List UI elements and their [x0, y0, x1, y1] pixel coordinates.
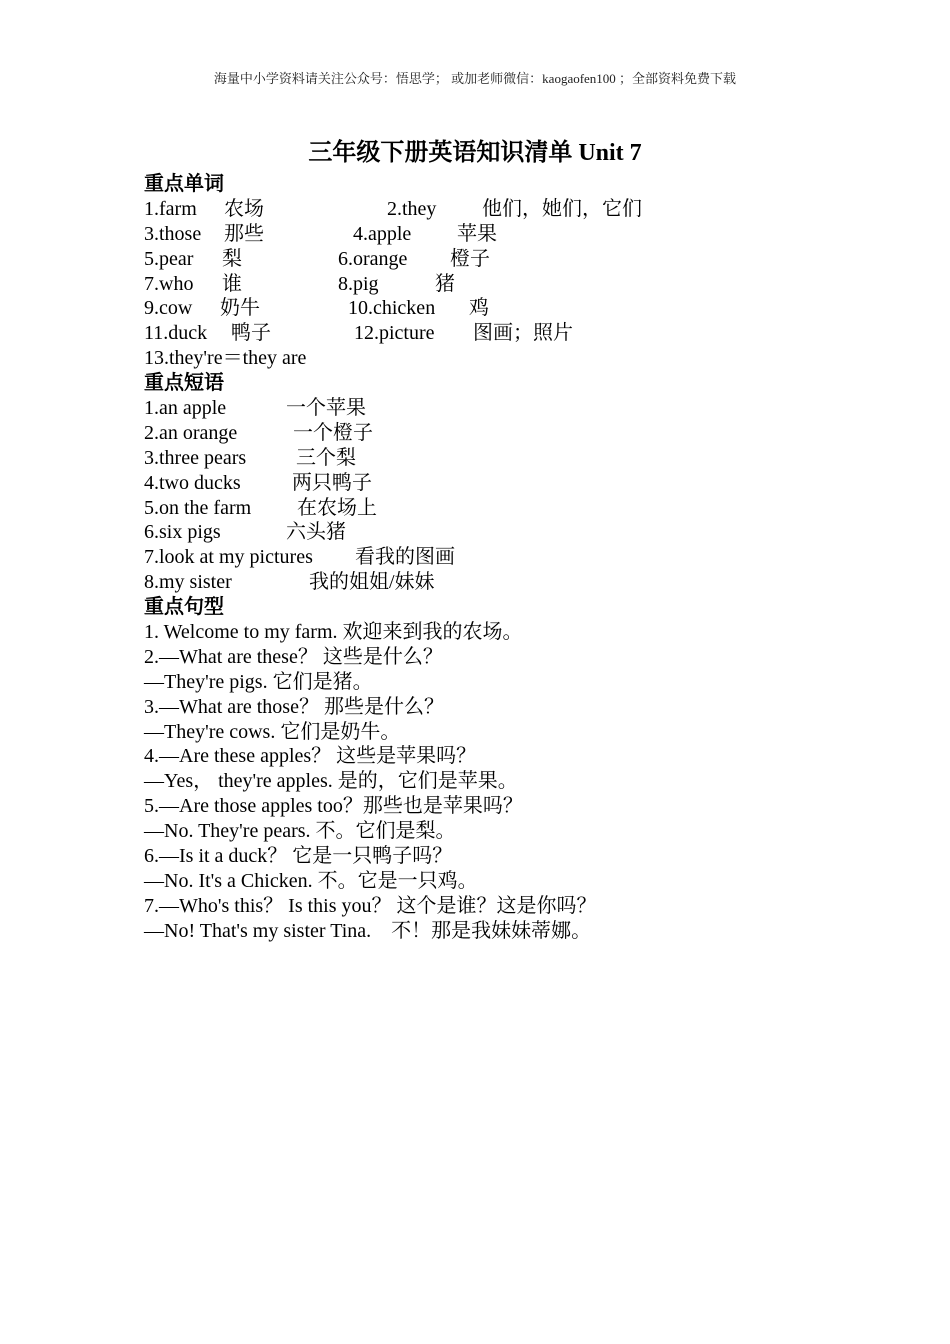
word-row: [144, 272, 864, 297]
section-heading-phrases: 重点短语: [144, 372, 224, 395]
sentence-line: 4.—Are these apples？ 这些是苹果吗？: [144, 745, 477, 768]
sentence-line: —They're cows. 它们是奶牛。: [144, 720, 401, 743]
word-en: 10.chicken: [348, 297, 436, 320]
sentence-line: —No. They're pears. 不。它们是梨。: [144, 820, 456, 843]
phrase-en: 8.my sister: [144, 571, 232, 594]
word-row: [144, 321, 864, 346]
word-en: 11.duck: [144, 322, 208, 345]
phrase-row: [144, 421, 864, 446]
word-en: 8.pig: [338, 272, 379, 295]
section-heading-sentences: 重点句型: [144, 596, 224, 619]
word-cn: 图画；照片: [473, 322, 573, 345]
word-cn: 奶牛: [220, 297, 260, 320]
phrase-row: [144, 545, 864, 570]
word-row: [144, 247, 864, 272]
word-en: 3.those: [144, 222, 202, 245]
phrase-cn: 三个梨: [296, 446, 356, 469]
sentence-line: —No. It's a Chicken. 不。它是一只鸡。: [144, 869, 478, 892]
word-cn: 鸡: [469, 297, 489, 320]
word-en: 9.cow: [144, 297, 193, 320]
word-en: 1.farm: [144, 197, 197, 220]
phrase-en: 7.look at my pictures: [144, 546, 313, 569]
phrase-en: 2.an orange: [144, 421, 238, 444]
phrase-cn: 六头猪: [286, 521, 346, 544]
phrase-en: 3.three pears: [144, 446, 247, 469]
sentence-line: 3.—What are those？ 那些是什么？: [144, 695, 444, 718]
phrase-cn: 看我的图画: [355, 546, 455, 569]
sentence-line: 1. Welcome to my farm. 欢迎来到我的农场。: [144, 621, 523, 644]
word-en: 12.picture: [354, 322, 435, 345]
word-extra: 13.they're＝they are: [144, 347, 307, 370]
word-cn: 梨: [222, 247, 242, 270]
phrase-row: [144, 520, 864, 545]
word-row: [144, 197, 864, 222]
sentence-line: 7.—Who's this？ Is this you？ 这个是谁？这是你吗？: [144, 894, 597, 917]
phrase-en: 5.on the farm: [144, 496, 252, 519]
section-heading-words: 重点单词: [144, 173, 224, 195]
phrase-cn: 一个苹果: [286, 397, 366, 420]
phrase-row: [144, 570, 864, 595]
word-en: 7.who: [144, 272, 194, 295]
word-cn: 农场: [224, 197, 264, 220]
word-cn: 橙子: [450, 247, 490, 270]
word-en: 4.apple: [353, 222, 412, 245]
phrase-row: [144, 446, 864, 471]
phrase-en: 6.six pigs: [144, 521, 221, 544]
word-en: 6.orange: [338, 247, 408, 270]
word-row: [144, 296, 864, 321]
phrase-row: [144, 471, 864, 496]
word-cn: 他们，她们，它们: [482, 197, 642, 220]
word-cn: 苹果: [457, 222, 497, 245]
phrase-cn: 我的姐姐/妹妹: [309, 571, 435, 594]
phrase-row: [144, 396, 864, 421]
document-body: [144, 172, 864, 944]
phrase-en: 1.an apple: [144, 397, 227, 420]
sentence-line: 6.—Is it a duck？ 它是一只鸭子吗？: [144, 845, 453, 868]
sentence-line: 2.—What are these？ 这些是什么？: [144, 645, 443, 668]
page-title: 三年级下册英语知识清单 Unit 7: [308, 140, 642, 166]
word-cn: 鸭子: [231, 322, 271, 345]
sentence-line: 5.—Are those apples too？那些也是苹果吗？: [144, 795, 523, 818]
sentence-line: —Yes， they're apples. 是的，它们是苹果。: [144, 770, 518, 793]
sentence-line: —They're pigs. 它们是猪。: [144, 670, 373, 693]
phrase-cn: 在农场上: [297, 496, 377, 519]
phrase-row: [144, 496, 864, 521]
word-cn: 谁: [222, 272, 242, 295]
phrase-cn: 两只鸭子: [292, 471, 372, 494]
word-en: 5.pear: [144, 247, 194, 270]
header-note: 海量中小学资料请关注公众号：悟思学； 或加老师微信：kaogaofen100 ；全部资料免费下载: [213, 71, 737, 86]
word-cn: 猪: [435, 272, 455, 295]
word-cn: 那些: [224, 222, 264, 245]
word-row: [144, 222, 864, 247]
phrase-en: 4.two ducks: [144, 471, 241, 494]
sentence-line: —No! That's my sister Tina. 不！那是我妹妹蒂娜。: [144, 919, 592, 942]
word-en: 2.they: [387, 197, 437, 220]
phrase-cn: 一个橙子: [293, 421, 373, 444]
